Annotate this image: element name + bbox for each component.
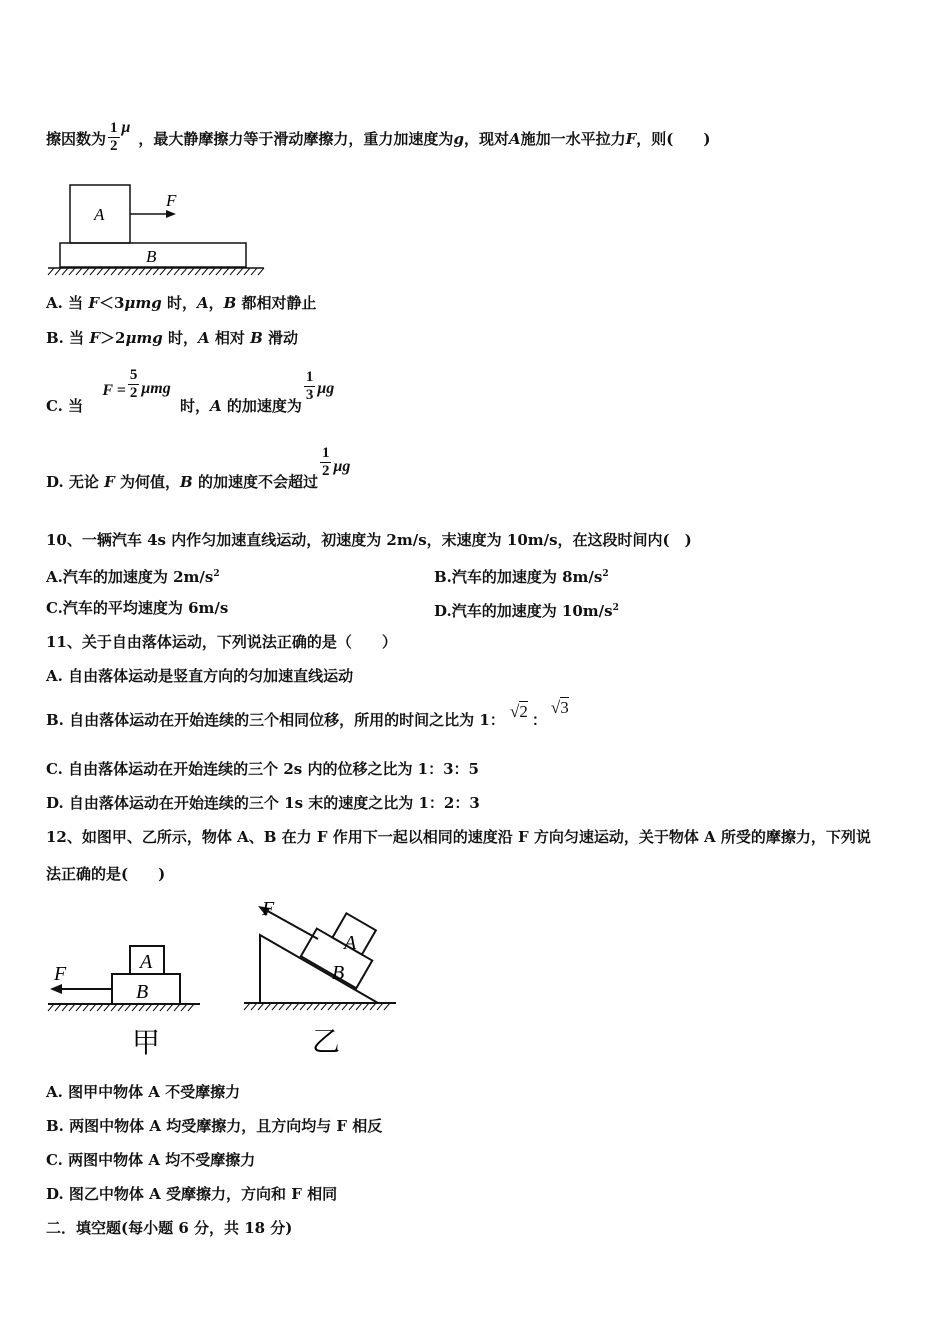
q11-stem: 11、关于自由落体运动，下列说法正确的是（ ） xyxy=(46,633,397,651)
q12-option-c: C. 两图中物体 A 均不受摩擦力 xyxy=(46,1151,256,1169)
svg-text:B: B xyxy=(136,981,149,1003)
q11-option-b: B. 自由落体运动在开始连续的三个相同位移，所用的时间之比为 1： √2 ：√3 xyxy=(46,698,569,729)
svg-text:A: A xyxy=(140,951,153,973)
hatch-line xyxy=(83,1004,89,1011)
fig-label-a: A xyxy=(94,205,105,224)
hatch-line xyxy=(370,1003,376,1010)
ground-hatch xyxy=(48,268,264,275)
fig-label-b: B xyxy=(146,247,157,266)
q10-option-d: D.汽车的加速度为 $10m/s^2$ xyxy=(434,602,619,620)
q10-option-b: B.汽车的加速度为 $8m/s^2$ xyxy=(434,568,609,586)
hatch-line xyxy=(237,268,243,275)
hatch-line xyxy=(195,268,201,275)
hatch-line xyxy=(181,1004,187,1011)
hatch-line xyxy=(335,1003,341,1010)
q11-option-c: C. 自由落体运动在开始连续的三个 2s 内的位移之比为 1：3：5 xyxy=(46,760,479,778)
hatch-line xyxy=(251,268,257,275)
hatch-line xyxy=(146,268,152,275)
hatch-line xyxy=(363,1003,369,1010)
hatch-line xyxy=(286,1003,292,1010)
hatch-line xyxy=(279,1003,285,1010)
hatch-line xyxy=(244,268,250,275)
q12-option-b: B. 两图中物体 A 均受摩擦力，且方向均与 F 相反 xyxy=(46,1117,383,1135)
hatch-line xyxy=(230,268,236,275)
arrow-right-icon xyxy=(166,210,176,218)
ground-hatch xyxy=(48,1004,194,1011)
q9-option-c: C. 当 F = $\frac{5}{2}$ μmg 时，A 的加速度为 $\frac{1}{3}$ μg xyxy=(46,367,335,415)
hatch-line xyxy=(153,268,159,275)
ground-hatch xyxy=(244,1003,390,1010)
hatch-line xyxy=(90,1004,96,1011)
hatch-line xyxy=(321,1003,327,1010)
hatch-line xyxy=(69,1004,75,1011)
q12-option-d: D. 图乙中物体 A 受摩擦力，方向和 F 相同 xyxy=(46,1185,338,1203)
arrow-left-icon xyxy=(50,984,62,994)
hatch-line xyxy=(265,1003,271,1010)
hatch-line xyxy=(202,268,208,275)
hatch-line xyxy=(104,1004,110,1011)
hatch-line xyxy=(97,1004,103,1011)
hatch-line xyxy=(83,268,89,275)
sqrt-3: √3 xyxy=(550,698,569,717)
hatch-line xyxy=(307,1003,313,1010)
hatch-line xyxy=(48,268,54,275)
hatch-line xyxy=(377,1003,383,1010)
q9-option-a: A. 当 F＜3μmg 时，A，B 都相对静止 xyxy=(46,294,317,312)
hatch-line xyxy=(328,1003,334,1010)
label-jia: 甲 xyxy=(132,1028,161,1059)
hatch-line xyxy=(293,1003,299,1010)
hatch-line xyxy=(342,1003,348,1010)
fig-label-f: F xyxy=(166,191,177,210)
hatch-line xyxy=(167,268,173,275)
hatch-line xyxy=(132,1004,138,1011)
hatch-line xyxy=(69,268,75,275)
q9-option-d: D. 无论 F 为何值，B 的加速度不会超过 $\frac{1}{2}$ μg xyxy=(46,445,351,491)
hatch-line xyxy=(111,1004,117,1011)
hatch-line xyxy=(139,268,145,275)
hatch-line xyxy=(48,1004,54,1011)
hatch-line xyxy=(349,1003,355,1010)
q11-option-d: D. 自由落体运动在开始连续的三个 1s 末的速度之比为 1：2：3 xyxy=(46,794,480,812)
hatch-line xyxy=(181,268,187,275)
hatch-line xyxy=(244,1003,250,1010)
q12-figure-yi xyxy=(240,895,400,1060)
hatch-line xyxy=(356,1003,362,1010)
hatch-line xyxy=(209,268,215,275)
hatch-line xyxy=(76,268,82,275)
hatch-line xyxy=(125,1004,131,1011)
hatch-line xyxy=(188,1004,194,1011)
hatch-line xyxy=(55,268,61,275)
q10-option-c: C.汽车的平均速度为 6m/s xyxy=(46,599,229,617)
hatch-line xyxy=(125,268,131,275)
hatch-line xyxy=(300,1003,306,1010)
sqrt-2: √2 xyxy=(510,702,528,721)
hatch-line xyxy=(76,1004,82,1011)
q11-option-a: A. 自由落体运动是竖直方向的匀加速直线运动 xyxy=(46,667,354,685)
q9-figure xyxy=(44,180,274,280)
q12-stem-line1: 12、如图甲、乙所示，物体 A、B 在力 F 作用下一起以相同的速度沿 F 方向匀速运动，关于物体 A 所受的摩擦力，下列说 xyxy=(46,828,871,846)
hatch-line xyxy=(251,1003,257,1010)
hatch-line xyxy=(258,268,264,275)
hatch-line xyxy=(174,268,180,275)
hatch-line xyxy=(258,1003,264,1010)
hatch-line xyxy=(223,268,229,275)
q12-stem-line2: 法正确的是( ) xyxy=(46,865,166,883)
q9-stem: 擦因数为 $\frac{1}{2}$ μ，最大静摩擦力等于滑动摩擦力，重力加速度为g，现对A施加一水平拉力F，则( ) xyxy=(46,119,711,154)
hatch-line xyxy=(118,268,124,275)
hatch-line xyxy=(174,1004,180,1011)
hatch-line xyxy=(90,268,96,275)
hatch-line xyxy=(97,268,103,275)
q12-option-a: A. 图甲中物体 A 不受摩擦力 xyxy=(46,1083,241,1101)
hatch-line xyxy=(272,1003,278,1010)
incline xyxy=(260,935,378,1003)
section-heading: 二．填空题(每小题 6 分，共 18 分) xyxy=(46,1219,293,1237)
hatch-line xyxy=(111,268,117,275)
hatch-line xyxy=(62,268,68,275)
hatch-line xyxy=(160,1004,166,1011)
hatch-line xyxy=(153,1004,159,1011)
hatch-line xyxy=(314,1003,320,1010)
hatch-line xyxy=(160,268,166,275)
hatch-line xyxy=(104,268,110,275)
q9-option-b: B. 当 F＞2μmg 时，A 相对 B 滑动 xyxy=(46,329,299,347)
hatch-line xyxy=(55,1004,61,1011)
svg-text:F: F xyxy=(262,898,275,920)
hatch-line xyxy=(188,268,194,275)
q10-option-a: A.汽车的加速度为 $2m/s^2$ xyxy=(46,568,220,586)
hatch-line xyxy=(146,1004,152,1011)
hatch-line xyxy=(132,268,138,275)
svg-text:B: B xyxy=(332,962,345,984)
hatch-line xyxy=(384,1003,390,1010)
hatch-line xyxy=(62,1004,68,1011)
q10-stem: 10、一辆汽车 4s 内作匀加速直线运动，初速度为 2m/s，末速度为 10m/s，在这段时间内( ) xyxy=(46,531,692,549)
label-yi: 乙 xyxy=(312,1027,341,1058)
hatch-line xyxy=(216,268,222,275)
hatch-line xyxy=(118,1004,124,1011)
q12-figure-jia xyxy=(44,940,209,1060)
fraction-half: $\frac{1}{2}$ xyxy=(110,120,118,154)
hatch-line xyxy=(139,1004,145,1011)
hatch-line xyxy=(167,1004,173,1011)
svg-text:A: A xyxy=(344,932,357,954)
svg-text:F: F xyxy=(54,963,67,985)
